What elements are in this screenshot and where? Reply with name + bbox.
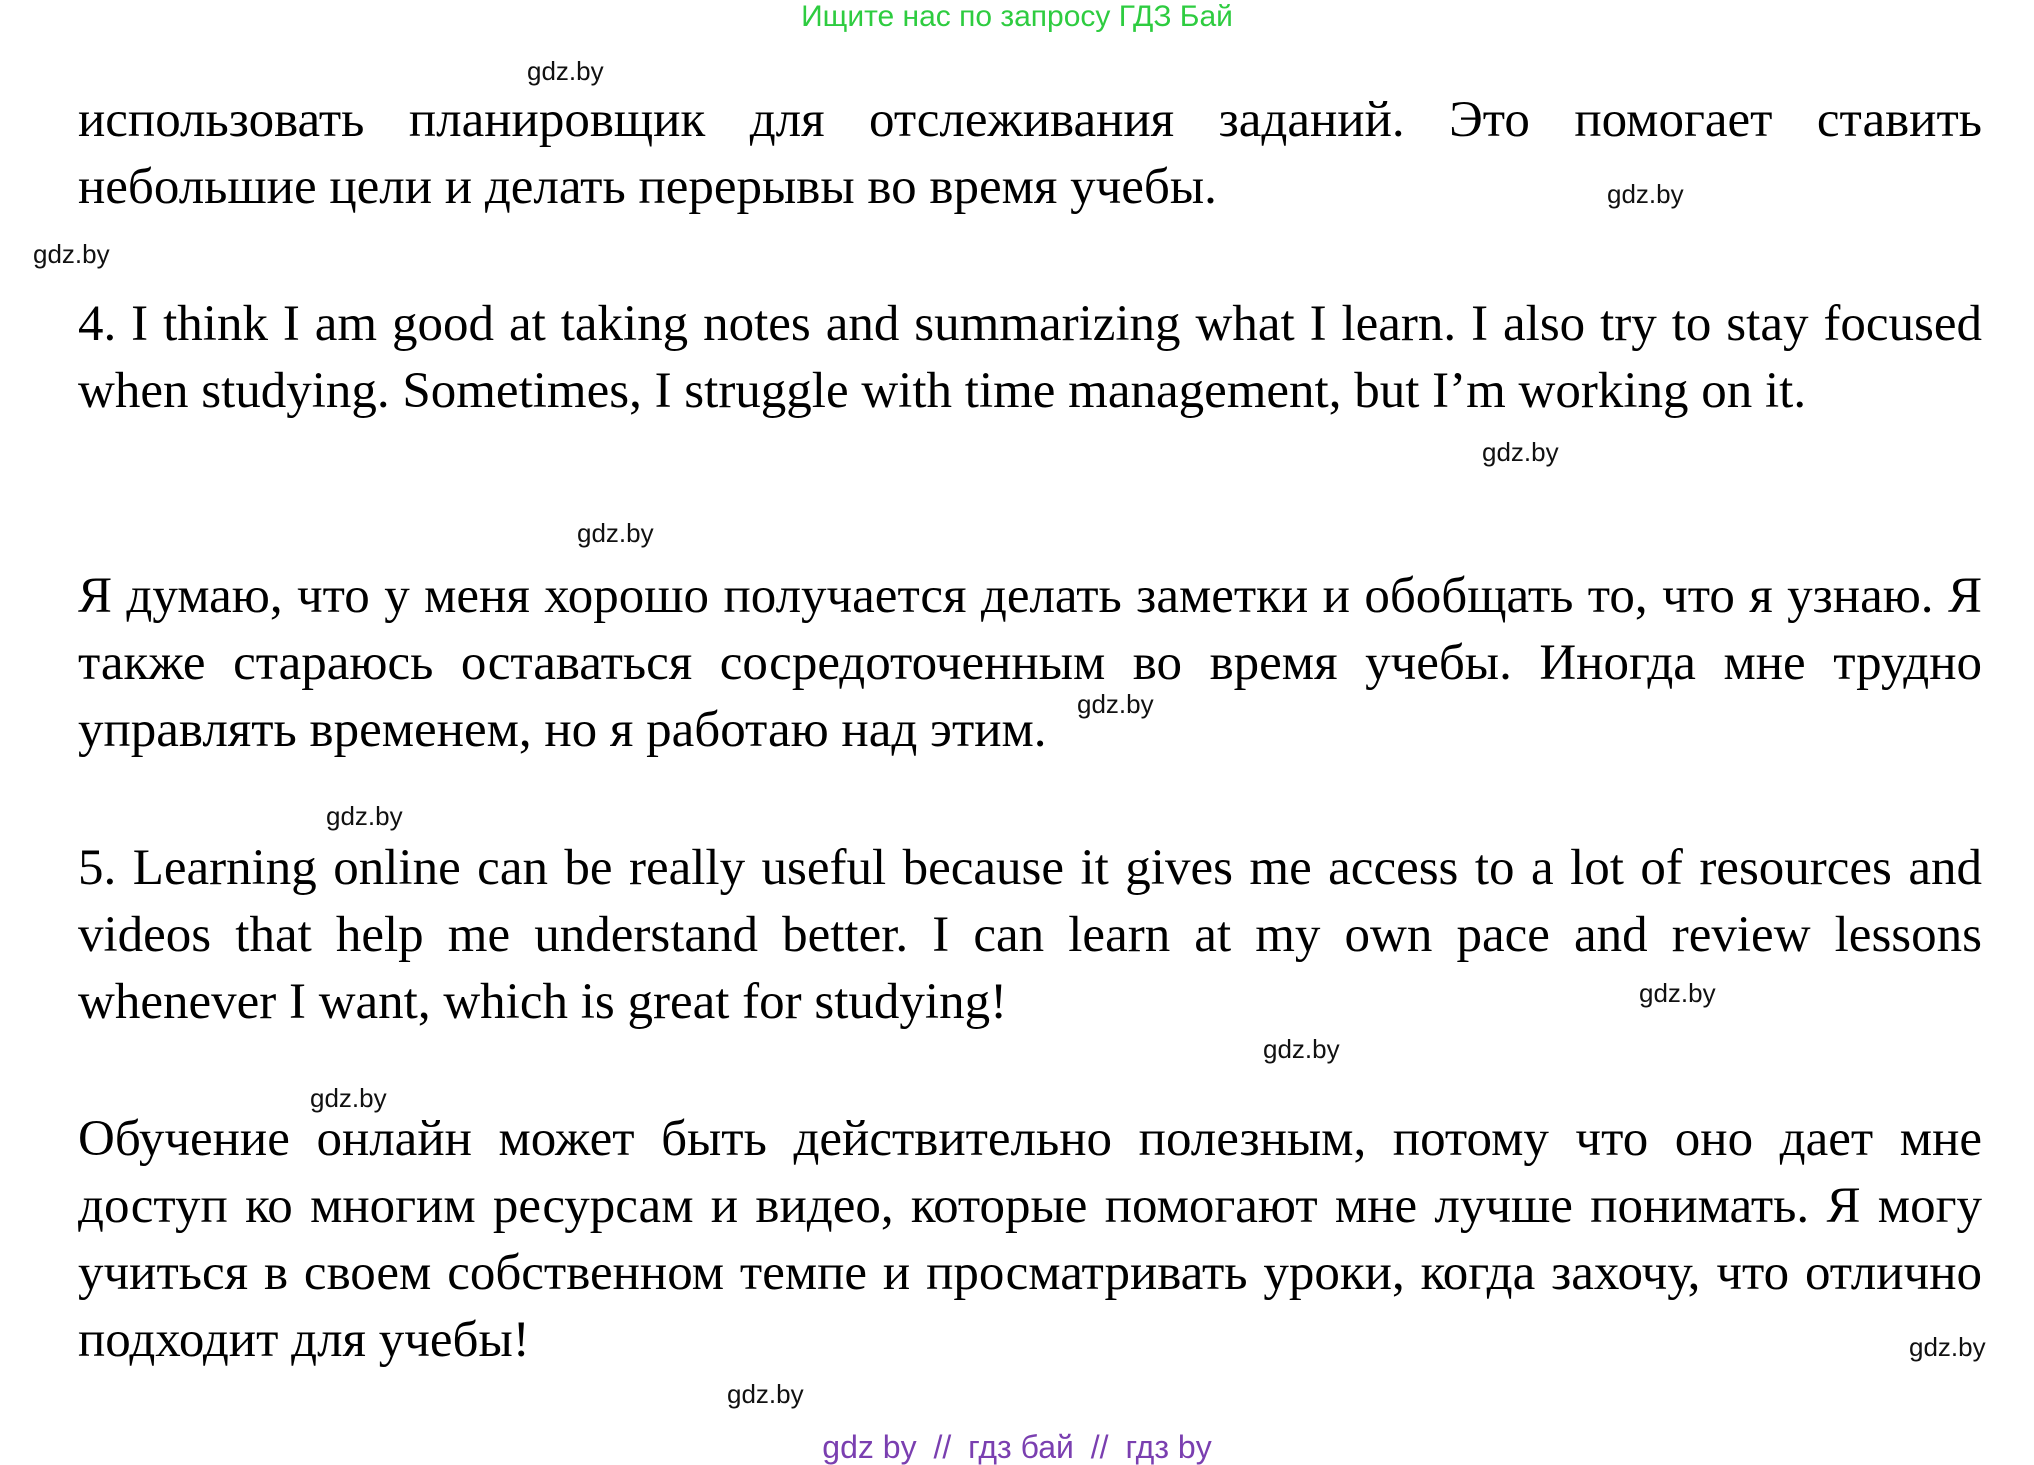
watermark: gdz.by (577, 518, 654, 548)
watermark: gdz.by (33, 239, 110, 269)
paragraph-answer-5-ru: Обучение онлайн может быть действительно полезным, потому что оно дает мне доступ ко многим ресурсам и видео, которые помогают мне лучше понимать. Я могу учиться в своем собственном темпе и просматривать уроки, когда захочу, что отлично подходит для учебы! (78, 1111, 1982, 1368)
watermark: gdz.by (1909, 1332, 1986, 1362)
paragraph-answer-5-en: 5. Learning online can be really useful because it gives me access to a lot of resources and videos that help me understand better. I can learn at my own pace and review lessons whenever I want, which is great for studying! (78, 840, 1982, 1030)
paragraph-answer-4-en: 4. I think I am good at taking notes and summarizing what I learn. I also try to stay focused when studying. Sometimes, I struggle with time management, but I’m working on it. (78, 296, 1982, 419)
watermark: gdz.by (1607, 179, 1684, 209)
footer-separator: // (1090, 1429, 1109, 1465)
watermark: gdz.by (1077, 689, 1154, 719)
footer-link-gdz-by-ru[interactable]: гдз by (1125, 1429, 1212, 1465)
watermark: gdz.by (1639, 978, 1716, 1008)
watermark: gdz.by (1482, 437, 1559, 467)
footer-links (0, 1429, 2034, 1465)
footer-link-gdz-by[interactable]: gdz by (822, 1429, 917, 1465)
footer-link-gdz-bai[interactable]: гдз бай (968, 1429, 1074, 1465)
watermark: gdz.by (527, 56, 604, 86)
paragraph-planner-ru: использовать планировщик для отслеживания заданий. Это помогает ставить небольшие цели и делать перерывы во время учебы. (78, 92, 1982, 215)
watermark: gdz.by (1263, 1034, 1340, 1064)
watermark: gdz.by (727, 1379, 804, 1409)
watermark: gdz.by (310, 1083, 387, 1113)
footer-separator: // (933, 1429, 952, 1465)
paragraph-answer-4-ru: Я думаю, что у меня хорошо получается делать заметки и обобщать то, что я узнаю. Я также стараюсь оставаться сосредоточенным во время учебы. Иногда мне трудно управлять временем, но я работаю над этим. (78, 568, 1982, 758)
search-banner: Ищите нас по запросу ГДЗ Бай (801, 0, 1233, 33)
watermark: gdz.by (326, 801, 403, 831)
